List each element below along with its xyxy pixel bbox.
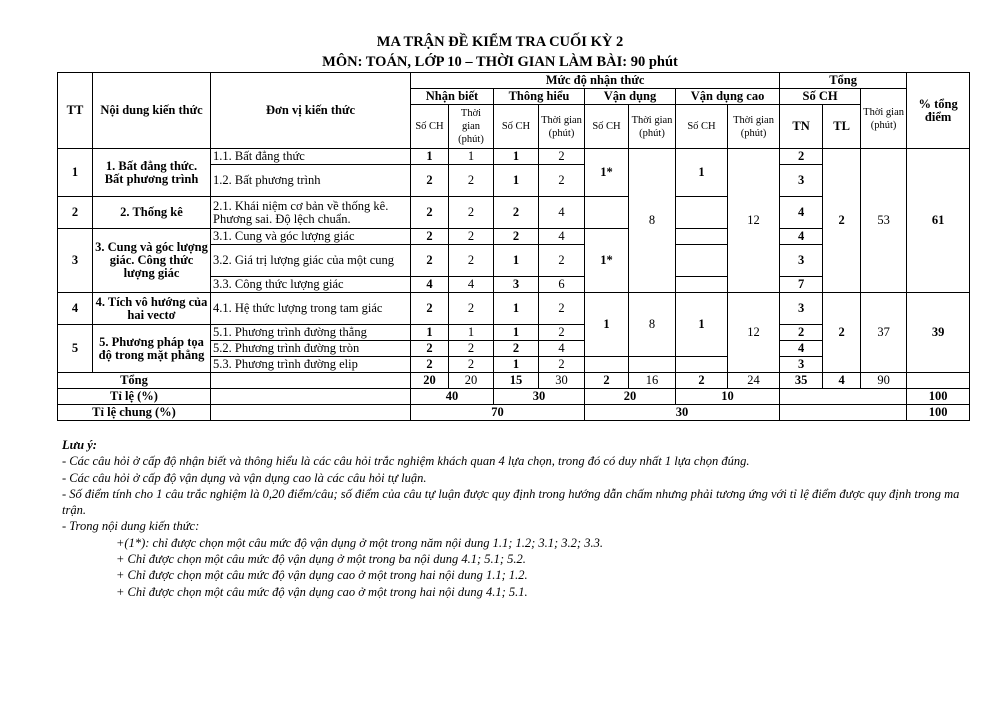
topic-name: 3. Cung và góc lượng giác. Công thức lượng giác xyxy=(93,229,211,293)
table-row: 1 1. Bất đẳng thức. Bất phương trình 1.1. Bất đẳng thức 1 1 1 2 1* 8 1 12 2 2 53 61 xyxy=(58,149,970,165)
notes-heading: Lưu ý: xyxy=(62,438,97,452)
header-cognitive-level: Mức độ nhận thức xyxy=(411,73,780,89)
unit-name: 3.2. Giá trị lượng giác của một cung xyxy=(211,245,411,277)
header-vdc-time: Thời gian (phút) xyxy=(728,105,780,149)
note-line: - Các câu hỏi ở cấp độ nhận biết và thông hiểu là các câu hỏi trắc nghiệm khách quan 4 lựa chọn, trong đó có duy nhất 1 lựa chọn đúng. xyxy=(62,454,750,469)
page-subtitle: MÔN: TOÁN, LỚP 10 – THỜI GIAN LÀM BÀI: 90 phút xyxy=(322,54,678,70)
note-line: - Trong nội dung kiến thức: xyxy=(62,519,200,534)
topic-name: 1. Bất đẳng thức. Bất phương trình xyxy=(93,149,211,197)
header-nb-time: Thời gian (phút) xyxy=(449,105,494,149)
header-tt: TT xyxy=(58,73,93,149)
unit-name: 1.1. Bất đẳng thức xyxy=(211,149,411,165)
totals-row: Tổng 20 20 15 30 2 16 2 24 35 4 90 xyxy=(58,373,970,389)
notes-section xyxy=(62,437,962,600)
header-vdc-count: Số CH xyxy=(676,105,728,149)
header-total-time: Thời gian (phút) xyxy=(861,89,907,149)
table-row: 4 4. Tích vô hướng của hai vectơ 4.1. Hệ thức lượng trong tam giác 2 2 1 2 1 8 1 12 3 2 37 39 xyxy=(58,293,970,325)
table-row: 1.2. Bất phương trình 2 2 1 2 3 xyxy=(58,165,970,197)
header-recognition: Nhận biết xyxy=(411,89,494,105)
note-subline: + Chỉ được chọn một câu mức độ vận dụng cao ở một trong hai nội dung 1.1; 1.2. xyxy=(116,568,528,583)
topic-name: 2. Thống kê xyxy=(93,197,211,229)
header-application: Vận dụng xyxy=(585,89,676,105)
unit-name: 4.1. Hệ thức lượng trong tam giác xyxy=(211,293,411,325)
table-row: 2 2. Thống kê 2.1. Khái niệm cơ bản về thống kê. Phương sai. Độ lệch chuẩn. 2 2 2 4 4 xyxy=(58,197,970,229)
header-high-application: Vận dụng cao xyxy=(676,89,780,105)
table-row: 5.3. Phương trình đường elip 2 2 1 2 3 xyxy=(58,357,970,373)
table-row: 5.2. Phương trình đường tròn 2 2 2 4 4 xyxy=(58,341,970,357)
table-row: 3 3. Cung và góc lượng giác. Công thức lượng giác 3.1. Cung và góc lượng giác 2 2 2 4 1* 4 xyxy=(58,229,970,245)
header-nb-count: Số CH xyxy=(411,105,449,149)
unit-name: 2.1. Khái niệm cơ bản về thống kê. Phương sai. Độ lệch chuẩn. xyxy=(211,197,411,229)
topic-name: 5. Phương pháp tọa độ trong mặt phẳng xyxy=(93,325,211,373)
header-tn: TN xyxy=(780,105,823,149)
page-title: MA TRẬN ĐỀ KIỂM TRA CUỐI KỲ 2 xyxy=(376,34,624,50)
note-subline: +(1*): chỉ được chọn một câu mức độ vận dụng ở một trong năm nội dung 1.1; 1.2; 3.1; 3.2; 3.3. xyxy=(116,535,603,550)
header-total: Tổng xyxy=(780,73,907,89)
header-content: Nội dung kiến thức xyxy=(93,73,211,149)
header-question-count: Số CH xyxy=(780,89,861,105)
note-subline: + Chỉ được chọn một câu mức độ vận dụng cao ở một trong hai nội dung 4.1; 5.1. xyxy=(116,584,528,599)
note-line: - Các câu hỏi ở cấp độ vận dụng và vận dụng cao là các câu hỏi tự luận. xyxy=(62,470,427,485)
unit-name: 3.3. Công thức lượng giác xyxy=(211,277,411,293)
exam-matrix-table xyxy=(57,72,970,421)
header-th-time: Thời gian (phút) xyxy=(539,105,585,149)
header-tl: TL xyxy=(823,105,861,149)
header-percent: % tổng điểm xyxy=(907,73,970,149)
ratio-row: Tỉ lệ (%) 40 30 20 10 100 xyxy=(58,389,970,405)
note-subline: + Chỉ được chọn một câu mức độ vận dụng ở một trong ba nội dung 4.1; 5.1; 5.2. xyxy=(116,552,526,567)
unit-name: 5.2. Phương trình đường tròn xyxy=(211,341,411,357)
header-th-count: Số CH xyxy=(494,105,539,149)
table-row: 3.2. Giá trị lượng giác của một cung 2 2 1 2 3 xyxy=(58,245,970,277)
table-row: 3.3. Công thức lượng giác 4 4 3 6 7 xyxy=(58,277,970,293)
header-comprehension: Thông hiểu xyxy=(494,89,585,105)
unit-name: 5.1. Phương trình đường thẳng xyxy=(211,325,411,341)
header-vd-count: Số CH xyxy=(585,105,629,149)
unit-name: 1.2. Bất phương trình xyxy=(211,165,411,197)
header-unit: Đơn vị kiến thức xyxy=(211,73,411,149)
unit-name: 5.3. Phương trình đường elip xyxy=(211,357,411,373)
note-line: - Số điểm tính cho 1 câu trắc nghiệm là 0,20 điểm/câu; số điểm của câu tự luận được quy định trong hướng dẫn chấm nhưng phải tương ứng với tỉ lệ điểm được quy định trong ma trận. xyxy=(62,486,960,518)
topic-name: 4. Tích vô hướng của hai vectơ xyxy=(93,293,211,325)
header-vd-time: Thời gian (phút) xyxy=(629,105,676,149)
unit-name: 3.1. Cung và góc lượng giác xyxy=(211,229,411,245)
ratio-general-row: Tỉ lệ chung (%) 70 30 100 xyxy=(58,405,970,421)
table-row: 5 5. Phương pháp tọa độ trong mặt phẳng 5.1. Phương trình đường thẳng 1 1 1 2 2 xyxy=(58,325,970,341)
